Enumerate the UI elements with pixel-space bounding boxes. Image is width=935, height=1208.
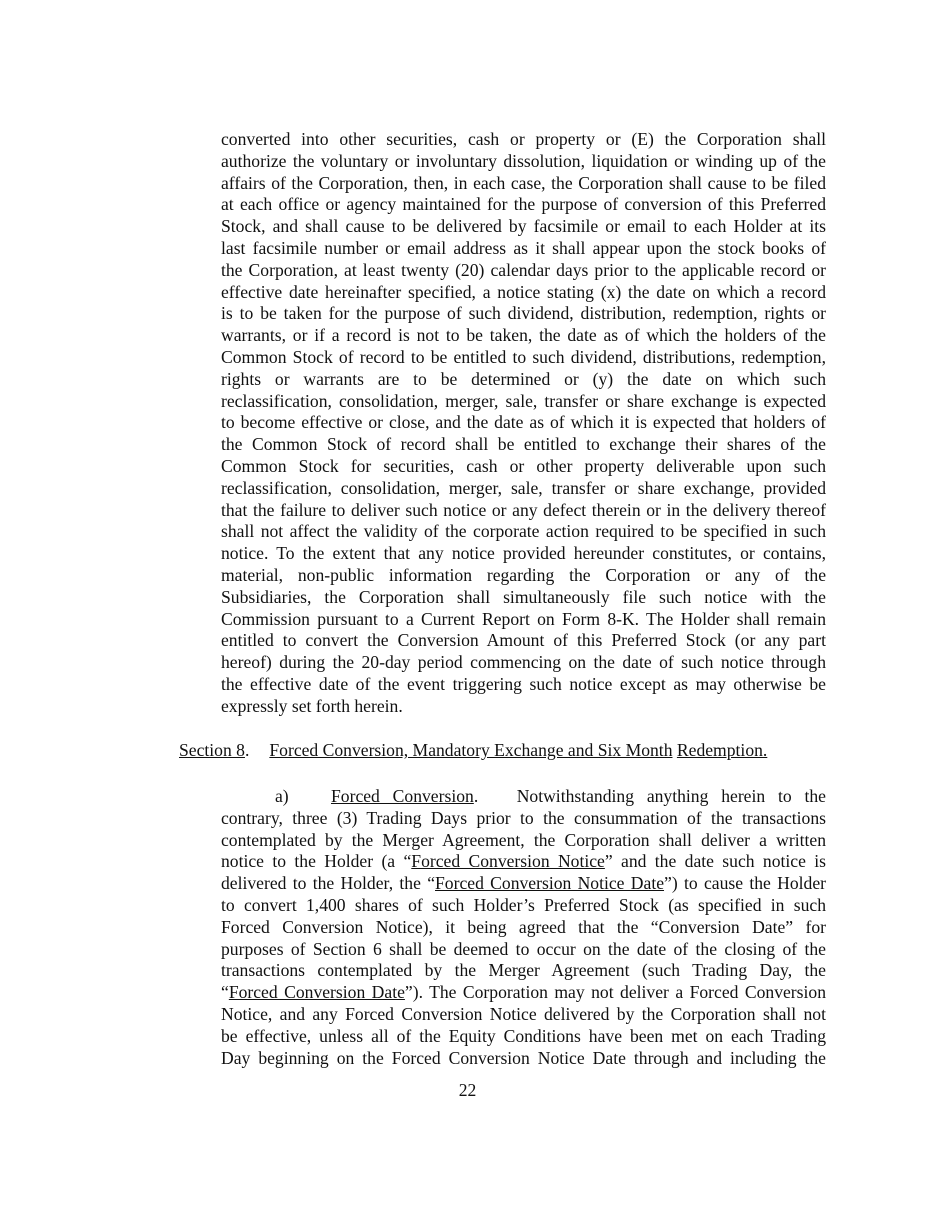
text-line: expressly set forth herein. xyxy=(221,695,403,716)
text-line: warrants, or if a record is not to be taken, the date as of which the holders of the xyxy=(221,325,826,346)
subsection-title-suffix: . xyxy=(473,786,479,806)
text-line: affairs of the Corporation, then, in each case, the Corporation shall cause to be filed xyxy=(221,172,826,193)
text-fragment: Notwithstanding anything herein to the xyxy=(516,786,826,806)
text-line: authorize the voluntary or involuntary dissolution, liquidation or winding up of the xyxy=(221,150,826,171)
section-title: Forced Conversion, Mandatory Exchange and Six Month xyxy=(269,740,673,760)
text-line: Notice, and any Forced Conversion Notice delivered by the Corporation shall not xyxy=(221,1003,826,1024)
text-line: material, non-public information regarding the Corporation or any of the xyxy=(221,564,826,585)
page-number: 22 xyxy=(458,1080,477,1100)
text-fragment: notice to the Holder (a “ xyxy=(221,851,412,872)
text-line: the effective date of the event triggering such notice except as may otherwise be xyxy=(221,673,826,694)
text-line: to become effective or close, and the date as of which it is expected that holders of xyxy=(221,412,826,433)
text-line xyxy=(221,786,826,808)
text-line: entitled to convert the Conversion Amount of this Preferred Stock (or any part xyxy=(221,630,826,651)
text-line: is to be taken for the purpose of such dividend, distribution, redemption, rights or xyxy=(221,303,826,324)
text-line: that the failure to deliver such notice or any defect therein or in the delivery thereof xyxy=(221,499,826,520)
text-line: at each office or agency maintained for the purpose of conversion of this Preferred xyxy=(221,194,826,215)
text-line xyxy=(221,851,826,873)
text-line: purposes of Section 6 shall be deemed to occur on the date of the closing of the xyxy=(221,938,826,959)
subsection-label: a) xyxy=(275,786,289,806)
text-line: Commission pursuant to a Current Report on Form 8-K. The Holder shall remain xyxy=(221,608,826,629)
defined-term: Forced Conversion Date xyxy=(228,982,405,1003)
text-line: Common Stock of record to be entitled to such dividend, distributions, redemption, xyxy=(221,346,826,367)
text-line: the Corporation, at least twenty (20) calendar days prior to the applicable record or xyxy=(221,259,826,280)
text-line: reclassification, consolidation, merger, sale, transfer or share exchange, provided xyxy=(221,477,826,498)
subsection-forced-conversion xyxy=(221,786,826,1069)
text-line: contemplated by the Merger Agreement, the Corporation shall deliver a written xyxy=(221,829,826,850)
text-line: rights or warrants are to be determined or (y) the date on which such xyxy=(221,368,826,389)
defined-term: Forced Conversion Notice xyxy=(411,851,605,872)
text-line: be effective, unless all of the Equity Conditions have been met on each Trading xyxy=(221,1025,826,1046)
text-line: hereof) during the 20-day period commencing on the date of such notice through xyxy=(221,652,826,673)
text-line: notice. To the extent that any notice provided hereunder constitutes, or contains, xyxy=(221,543,826,564)
text-line: effective date hereinafter specified, a notice stating (x) the date on which a record xyxy=(221,281,826,302)
section-title-end: Redemption. xyxy=(676,740,768,760)
text-line: to convert 1,400 shares of such Holder’s Preferred Stock (as specified in such xyxy=(221,894,826,915)
text-fragment: “ xyxy=(221,982,229,1003)
text-line: Day beginning on the Forced Conversion Notice Date through and including the xyxy=(221,1047,826,1068)
section-number-suffix: . xyxy=(244,740,250,760)
text-line: transactions contemplated by the Merger Agreement (such Trading Day, the xyxy=(221,960,826,981)
text-fragment: ”) to cause the Holder xyxy=(664,873,827,894)
text-line: shall not affect the validity of the corporate action required to be specified in such xyxy=(221,521,826,542)
section-heading xyxy=(179,740,839,762)
text-fragment: delivered to the Holder, the “ xyxy=(221,873,436,894)
text-line xyxy=(221,873,826,895)
text-line: the Common Stock of record shall be entitled to exchange their shares of the xyxy=(221,434,826,455)
text-line: Stock, and shall cause to be delivered by facsimile or email to each Holder at its xyxy=(221,216,826,237)
paragraph-notice-continued xyxy=(221,129,826,718)
text-line: Common Stock for securities, cash or other property deliverable upon such xyxy=(221,455,826,476)
text-line: converted into other securities, cash or property or (E) the Corporation shall xyxy=(221,129,826,149)
text-fragment: ”). The Corporation may not deliver a Forced Conversion xyxy=(404,982,826,1003)
text-line: last facsimile number or email address as it shall appear upon the stock books of xyxy=(221,237,826,258)
text-line: contrary, three (3) Trading Days prior to the consummation of the transactions xyxy=(221,807,826,828)
text-line: reclassification, consolidation, merger, sale, transfer or share exchange is expected xyxy=(221,390,826,411)
section-number: Section 8 xyxy=(179,740,245,760)
text-line: Subsidiaries, the Corporation shall simultaneously file such notice with the xyxy=(221,586,826,607)
text-line: Forced Conversion Notice), it being agreed that the “Conversion Date” for xyxy=(221,916,826,937)
subsection-title: Forced Conversion xyxy=(331,786,474,806)
text-line xyxy=(221,982,826,1004)
defined-term: Forced Conversion Notice Date xyxy=(435,873,665,894)
text-fragment: ” and the date such notice is xyxy=(604,851,826,872)
